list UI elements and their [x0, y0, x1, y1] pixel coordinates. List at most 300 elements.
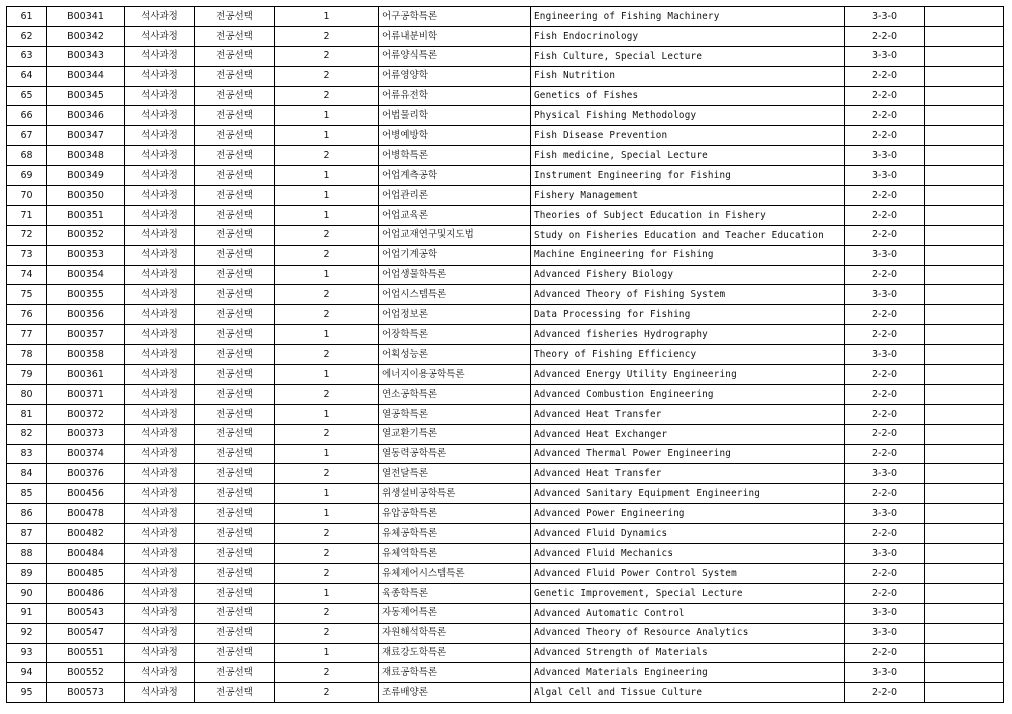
degree-program: 석사과정 [125, 126, 195, 146]
credit-value: 1 [275, 404, 379, 424]
table-row [7, 305, 1004, 325]
course-code: B00348 [47, 146, 125, 166]
degree-program: 석사과정 [125, 7, 195, 27]
course-type: 전공선택 [195, 563, 275, 583]
row-number: 65 [7, 86, 47, 106]
course-code: B00361 [47, 365, 125, 385]
row-number: 87 [7, 524, 47, 544]
row-number: 67 [7, 126, 47, 146]
table-row [7, 225, 1004, 245]
course-code: B00484 [47, 544, 125, 564]
degree-program: 석사과정 [125, 86, 195, 106]
row-number: 84 [7, 464, 47, 484]
korean-course-name: 어류유전학 [379, 86, 531, 106]
hours-breakdown: 2-2-0 [845, 26, 925, 46]
hours-breakdown: 3-3-0 [845, 345, 925, 365]
korean-course-name: 유체공학특론 [379, 524, 531, 544]
row-number: 89 [7, 563, 47, 583]
credit-value: 2 [275, 524, 379, 544]
row-number: 64 [7, 66, 47, 86]
row-number: 91 [7, 603, 47, 623]
note-cell [925, 186, 1004, 206]
english-course-name: Genetics of Fishes [531, 86, 845, 106]
course-type: 전공선택 [195, 524, 275, 544]
course-code: B00351 [47, 205, 125, 225]
degree-program: 석사과정 [125, 683, 195, 703]
degree-program: 석사과정 [125, 424, 195, 444]
korean-course-name: 유압공학특론 [379, 504, 531, 524]
note-cell [925, 106, 1004, 126]
table-row [7, 424, 1004, 444]
note-cell [925, 643, 1004, 663]
course-code: B00354 [47, 265, 125, 285]
table-row [7, 345, 1004, 365]
degree-program: 석사과정 [125, 106, 195, 126]
row-number: 69 [7, 166, 47, 186]
degree-program: 석사과정 [125, 544, 195, 564]
degree-program: 석사과정 [125, 146, 195, 166]
note-cell [925, 265, 1004, 285]
english-course-name: Advanced Theory of Resource Analytics [531, 623, 845, 643]
course-code: B00456 [47, 484, 125, 504]
english-course-name: Advanced Fluid Power Control System [531, 563, 845, 583]
course-type: 전공선택 [195, 404, 275, 424]
degree-program: 석사과정 [125, 365, 195, 385]
course-table-wrapper [6, 6, 1004, 703]
credit-value: 2 [275, 66, 379, 86]
note-cell [925, 305, 1004, 325]
course-type: 전공선택 [195, 643, 275, 663]
course-type: 전공선택 [195, 186, 275, 206]
korean-course-name: 자동제어특론 [379, 603, 531, 623]
course-code: B00482 [47, 524, 125, 544]
degree-program: 석사과정 [125, 464, 195, 484]
course-type: 전공선택 [195, 583, 275, 603]
credit-value: 1 [275, 106, 379, 126]
row-number: 68 [7, 146, 47, 166]
note-cell [925, 205, 1004, 225]
credit-value: 2 [275, 46, 379, 66]
hours-breakdown: 2-2-0 [845, 444, 925, 464]
english-course-name: Engineering of Fishing Machinery [531, 7, 845, 27]
row-number: 74 [7, 265, 47, 285]
english-course-name: Advanced Sanitary Equipment Engineering [531, 484, 845, 504]
hours-breakdown: 2-2-0 [845, 583, 925, 603]
degree-program: 석사과정 [125, 663, 195, 683]
course-code: B00347 [47, 126, 125, 146]
english-course-name: Fish Nutrition [531, 66, 845, 86]
english-course-name: Machine Engineering for Fishing [531, 245, 845, 265]
course-type: 전공선택 [195, 265, 275, 285]
table-row [7, 384, 1004, 404]
hours-breakdown: 2-2-0 [845, 524, 925, 544]
english-course-name: Fish medicine, Special Lecture [531, 146, 845, 166]
table-row [7, 86, 1004, 106]
credit-value: 2 [275, 663, 379, 683]
korean-course-name: 육종학특론 [379, 583, 531, 603]
table-row [7, 643, 1004, 663]
english-course-name: Fish Disease Prevention [531, 126, 845, 146]
table-row [7, 683, 1004, 703]
table-row [7, 186, 1004, 206]
korean-course-name: 열교환기특론 [379, 424, 531, 444]
credit-value: 1 [275, 325, 379, 345]
english-course-name: Advanced Heat Transfer [531, 404, 845, 424]
degree-program: 석사과정 [125, 444, 195, 464]
table-row [7, 205, 1004, 225]
note-cell [925, 365, 1004, 385]
course-code: B00371 [47, 384, 125, 404]
table-row [7, 663, 1004, 683]
course-type: 전공선택 [195, 683, 275, 703]
table-row [7, 563, 1004, 583]
row-number: 78 [7, 345, 47, 365]
english-course-name: Genetic Improvement, Special Lecture [531, 583, 845, 603]
row-number: 80 [7, 384, 47, 404]
course-code: B00547 [47, 623, 125, 643]
hours-breakdown: 2-2-0 [845, 683, 925, 703]
korean-course-name: 어법물리학 [379, 106, 531, 126]
korean-course-name: 어류양식특론 [379, 46, 531, 66]
degree-program: 석사과정 [125, 563, 195, 583]
row-number: 75 [7, 285, 47, 305]
course-type: 전공선택 [195, 106, 275, 126]
english-course-name: Advanced Energy Utility Engineering [531, 365, 845, 385]
credit-value: 1 [275, 643, 379, 663]
degree-program: 석사과정 [125, 643, 195, 663]
korean-course-name: 어업관리론 [379, 186, 531, 206]
course-type: 전공선택 [195, 623, 275, 643]
english-course-name: Fish Culture, Special Lecture [531, 46, 845, 66]
table-row [7, 623, 1004, 643]
row-number: 92 [7, 623, 47, 643]
degree-program: 석사과정 [125, 384, 195, 404]
credit-value: 2 [275, 544, 379, 564]
english-course-name: Data Processing for Fishing [531, 305, 845, 325]
course-type: 전공선택 [195, 146, 275, 166]
credit-value: 1 [275, 484, 379, 504]
note-cell [925, 563, 1004, 583]
course-type: 전공선택 [195, 663, 275, 683]
hours-breakdown: 2-2-0 [845, 186, 925, 206]
credit-value: 2 [275, 424, 379, 444]
note-cell [925, 285, 1004, 305]
course-table [6, 6, 1004, 703]
hours-breakdown: 2-2-0 [845, 643, 925, 663]
course-type: 전공선택 [195, 225, 275, 245]
course-type: 전공선택 [195, 166, 275, 186]
row-number: 82 [7, 424, 47, 444]
table-row [7, 325, 1004, 345]
course-code: B00344 [47, 66, 125, 86]
course-code: B00478 [47, 504, 125, 524]
english-course-name: Advanced Materials Engineering [531, 663, 845, 683]
korean-course-name: 어병학특론 [379, 146, 531, 166]
row-number: 79 [7, 365, 47, 385]
hours-breakdown: 2-2-0 [845, 484, 925, 504]
course-code: B00486 [47, 583, 125, 603]
note-cell [925, 464, 1004, 484]
english-course-name: Advanced Heat Transfer [531, 464, 845, 484]
credit-value: 2 [275, 225, 379, 245]
row-number: 73 [7, 245, 47, 265]
degree-program: 석사과정 [125, 404, 195, 424]
table-row [7, 444, 1004, 464]
course-type: 전공선택 [195, 66, 275, 86]
credit-value: 2 [275, 563, 379, 583]
hours-breakdown: 2-2-0 [845, 365, 925, 385]
korean-course-name: 어장학특론 [379, 325, 531, 345]
course-type: 전공선택 [195, 285, 275, 305]
credit-value: 2 [275, 623, 379, 643]
course-type: 전공선택 [195, 384, 275, 404]
degree-program: 석사과정 [125, 186, 195, 206]
hours-breakdown: 3-3-0 [845, 146, 925, 166]
hours-breakdown: 2-2-0 [845, 563, 925, 583]
note-cell [925, 424, 1004, 444]
hours-breakdown: 3-3-0 [845, 464, 925, 484]
english-course-name: Theories of Subject Education in Fishery [531, 205, 845, 225]
course-type: 전공선택 [195, 205, 275, 225]
course-type: 전공선택 [195, 444, 275, 464]
row-number: 77 [7, 325, 47, 345]
hours-breakdown: 3-3-0 [845, 603, 925, 623]
english-course-name: Fish Endocrinology [531, 26, 845, 46]
course-code: B00352 [47, 225, 125, 245]
korean-course-name: 어류영양학 [379, 66, 531, 86]
hours-breakdown: 2-2-0 [845, 66, 925, 86]
credit-value: 1 [275, 265, 379, 285]
hours-breakdown: 2-2-0 [845, 424, 925, 444]
credit-value: 1 [275, 205, 379, 225]
hours-breakdown: 3-3-0 [845, 7, 925, 27]
degree-program: 석사과정 [125, 524, 195, 544]
english-course-name: Theory of Fishing Efficiency [531, 345, 845, 365]
hours-breakdown: 3-3-0 [845, 46, 925, 66]
hours-breakdown: 2-2-0 [845, 265, 925, 285]
note-cell [925, 504, 1004, 524]
credit-value: 2 [275, 146, 379, 166]
note-cell [925, 663, 1004, 683]
hours-breakdown: 2-2-0 [845, 225, 925, 245]
english-course-name: Advanced Heat Exchanger [531, 424, 845, 444]
table-row [7, 504, 1004, 524]
note-cell [925, 544, 1004, 564]
english-course-name: Advanced Combustion Engineering [531, 384, 845, 404]
credit-value: 1 [275, 365, 379, 385]
credit-value: 2 [275, 305, 379, 325]
row-number: 83 [7, 444, 47, 464]
row-number: 72 [7, 225, 47, 245]
korean-course-name: 위생설비공학특론 [379, 484, 531, 504]
degree-program: 석사과정 [125, 166, 195, 186]
row-number: 66 [7, 106, 47, 126]
degree-program: 석사과정 [125, 603, 195, 623]
row-number: 94 [7, 663, 47, 683]
course-type: 전공선택 [195, 305, 275, 325]
row-number: 76 [7, 305, 47, 325]
korean-course-name: 재료공학특론 [379, 663, 531, 683]
note-cell [925, 603, 1004, 623]
degree-program: 석사과정 [125, 345, 195, 365]
korean-course-name: 어류내분비학 [379, 26, 531, 46]
course-type: 전공선택 [195, 126, 275, 146]
degree-program: 석사과정 [125, 504, 195, 524]
table-row [7, 265, 1004, 285]
course-code: B00543 [47, 603, 125, 623]
degree-program: 석사과정 [125, 484, 195, 504]
hours-breakdown: 2-2-0 [845, 404, 925, 424]
hours-breakdown: 2-2-0 [845, 126, 925, 146]
table-row [7, 245, 1004, 265]
course-code: B00552 [47, 663, 125, 683]
course-type: 전공선택 [195, 345, 275, 365]
korean-course-name: 재료강도학특론 [379, 643, 531, 663]
course-type: 전공선택 [195, 504, 275, 524]
english-course-name: Advanced Thermal Power Engineering [531, 444, 845, 464]
hours-breakdown: 2-2-0 [845, 325, 925, 345]
course-code: B00345 [47, 86, 125, 106]
course-code: B00551 [47, 643, 125, 663]
course-table-body [7, 7, 1004, 703]
korean-course-name: 유체제어시스템특론 [379, 563, 531, 583]
korean-course-name: 어업기계공학 [379, 245, 531, 265]
row-number: 95 [7, 683, 47, 703]
hours-breakdown: 2-2-0 [845, 384, 925, 404]
degree-program: 석사과정 [125, 205, 195, 225]
korean-course-name: 어병예방학 [379, 126, 531, 146]
course-code: B00374 [47, 444, 125, 464]
course-type: 전공선택 [195, 544, 275, 564]
degree-program: 석사과정 [125, 225, 195, 245]
course-code: B00373 [47, 424, 125, 444]
table-row [7, 126, 1004, 146]
course-type: 전공선택 [195, 46, 275, 66]
row-number: 85 [7, 484, 47, 504]
table-row [7, 146, 1004, 166]
note-cell [925, 404, 1004, 424]
note-cell [925, 623, 1004, 643]
korean-course-name: 어업교육론 [379, 205, 531, 225]
korean-course-name: 조류배양론 [379, 683, 531, 703]
hours-breakdown: 3-3-0 [845, 544, 925, 564]
credit-value: 2 [275, 464, 379, 484]
korean-course-name: 어업정보론 [379, 305, 531, 325]
course-code: B00341 [47, 7, 125, 27]
korean-course-name: 에너지이용공학특론 [379, 365, 531, 385]
note-cell [925, 444, 1004, 464]
english-course-name: Advanced Fluid Dynamics [531, 524, 845, 544]
english-course-name: Fishery Management [531, 186, 845, 206]
table-row [7, 46, 1004, 66]
row-number: 88 [7, 544, 47, 564]
course-type: 전공선택 [195, 464, 275, 484]
hours-breakdown: 3-3-0 [845, 623, 925, 643]
hours-breakdown: 3-3-0 [845, 504, 925, 524]
course-code: B00343 [47, 46, 125, 66]
table-row [7, 484, 1004, 504]
course-type: 전공선택 [195, 7, 275, 27]
note-cell [925, 26, 1004, 46]
table-row [7, 166, 1004, 186]
english-course-name: Physical Fishing Methodology [531, 106, 845, 126]
credit-value: 2 [275, 345, 379, 365]
degree-program: 석사과정 [125, 66, 195, 86]
hours-breakdown: 3-3-0 [845, 245, 925, 265]
hours-breakdown: 2-2-0 [845, 305, 925, 325]
row-number: 86 [7, 504, 47, 524]
hours-breakdown: 2-2-0 [845, 106, 925, 126]
course-type: 전공선택 [195, 325, 275, 345]
english-course-name: Advanced Theory of Fishing System [531, 285, 845, 305]
table-row [7, 285, 1004, 305]
note-cell [925, 524, 1004, 544]
korean-course-name: 어업교재연구및지도법 [379, 225, 531, 245]
course-type: 전공선택 [195, 424, 275, 444]
degree-program: 석사과정 [125, 583, 195, 603]
table-row [7, 106, 1004, 126]
note-cell [925, 166, 1004, 186]
course-type: 전공선택 [195, 365, 275, 385]
course-type: 전공선택 [195, 484, 275, 504]
course-code: B00353 [47, 245, 125, 265]
credit-value: 1 [275, 444, 379, 464]
table-row [7, 365, 1004, 385]
korean-course-name: 열전달특론 [379, 464, 531, 484]
english-course-name: Advanced Fishery Biology [531, 265, 845, 285]
table-row [7, 404, 1004, 424]
degree-program: 석사과정 [125, 46, 195, 66]
row-number: 63 [7, 46, 47, 66]
korean-course-name: 어구공학특론 [379, 7, 531, 27]
course-code: B00357 [47, 325, 125, 345]
note-cell [925, 245, 1004, 265]
course-code: B00573 [47, 683, 125, 703]
note-cell [925, 66, 1004, 86]
table-row [7, 26, 1004, 46]
note-cell [925, 384, 1004, 404]
course-code: B00350 [47, 186, 125, 206]
english-course-name: Advanced fisheries Hydrography [531, 325, 845, 345]
credit-value: 2 [275, 683, 379, 703]
korean-course-name: 열동력공학특론 [379, 444, 531, 464]
english-course-name: Advanced Automatic Control [531, 603, 845, 623]
course-type: 전공선택 [195, 245, 275, 265]
note-cell [925, 126, 1004, 146]
hours-breakdown: 3-3-0 [845, 663, 925, 683]
hours-breakdown: 2-2-0 [845, 205, 925, 225]
course-code: B00356 [47, 305, 125, 325]
degree-program: 석사과정 [125, 245, 195, 265]
row-number: 71 [7, 205, 47, 225]
course-code: B00355 [47, 285, 125, 305]
table-row [7, 603, 1004, 623]
table-row [7, 544, 1004, 564]
note-cell [925, 345, 1004, 365]
credit-value: 1 [275, 583, 379, 603]
degree-program: 석사과정 [125, 325, 195, 345]
row-number: 62 [7, 26, 47, 46]
hours-breakdown: 2-2-0 [845, 86, 925, 106]
credit-value: 2 [275, 384, 379, 404]
english-course-name: Advanced Power Engineering [531, 504, 845, 524]
course-type: 전공선택 [195, 86, 275, 106]
course-code: B00346 [47, 106, 125, 126]
degree-program: 석사과정 [125, 305, 195, 325]
credit-value: 2 [275, 285, 379, 305]
course-code: B00349 [47, 166, 125, 186]
credit-value: 2 [275, 245, 379, 265]
